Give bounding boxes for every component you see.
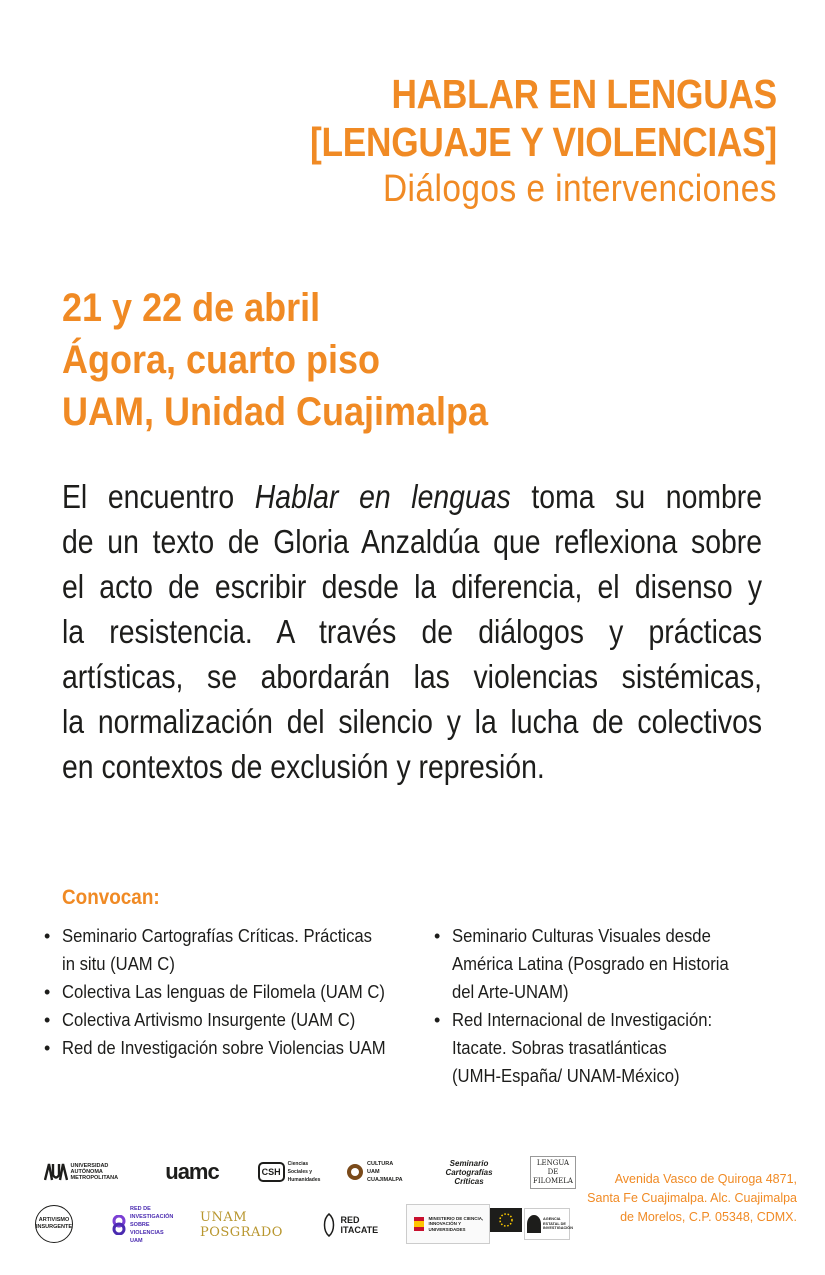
event-venue: Ágora, cuarto piso xyxy=(62,338,381,382)
red-violencias-logo: RED DE INVESTIGACIÓN SOBRE VIOLENCIAS UAM xyxy=(108,1210,178,1240)
cultura-uam-logo: CULTURA UAM CUAJIMALPA xyxy=(342,1158,408,1186)
address xyxy=(587,1170,797,1227)
csh-logo: CSH Ciencias Sociales y Humanidades xyxy=(258,1158,320,1186)
unam-posgrado-logo: UNAM POSGRADO xyxy=(200,1210,283,1240)
list-item: • Seminario Cartografías Críticas. Prácticas in situ (UAM C) xyxy=(44,922,434,978)
lengua-filomela-logo: LENGUA DE FILOMELA xyxy=(530,1150,576,1194)
description-line-4: la resistencia. A través de diálogos y prácticas xyxy=(62,613,763,650)
description-line-5: artísticas, se abordarán las violencias sistémicas, xyxy=(62,658,763,695)
list-item: • Red Internacional de Investigación: Itacate. Sobras trasatlánticas (UMH-España/ UNAM-México) xyxy=(434,1006,774,1090)
list-item: • Seminario Culturas Visuales desde América Latina (Posgrado en Historia del Arte-UNAM) xyxy=(434,922,774,1006)
organizers-right xyxy=(434,922,774,1090)
event-date: 21 y 22 de abril xyxy=(62,286,321,330)
agencia-estatal-logo: AGENCIA ESTATAL DE INVESTIGACIÓN xyxy=(524,1208,570,1240)
cartografias-logo: Seminario Cartografías Críticas xyxy=(445,1158,493,1186)
ministerio-logo: MINISTERIO DE CIENCIA, INNOVACIÓN Y UNIVERSIDADES xyxy=(406,1204,490,1244)
title-line-1: HABLAR EN LENGUAS xyxy=(391,71,777,117)
list-item: • Red de Investigación sobre Violencias UAM xyxy=(44,1034,434,1062)
subtitle: Diálogos e intervenciones xyxy=(383,168,777,210)
description-line-1: El encuentro Hablar en lenguas toma su nombre xyxy=(62,478,763,515)
organizers-left xyxy=(44,922,434,1062)
description xyxy=(62,474,762,789)
book-title: Hablar en lenguas xyxy=(254,478,511,515)
uamc-logo: uamc xyxy=(165,1159,219,1184)
artivismo-logo: ARTIVISMO INSURGENTE xyxy=(34,1204,74,1244)
event-details xyxy=(62,282,535,438)
title-line-2: [LENGUAJE Y VIOLENCIAS] xyxy=(310,119,777,165)
event-header xyxy=(234,70,777,212)
address-line-3: de Morelos, C.P. 05348, CDMX. xyxy=(620,1210,797,1224)
convocan-title: Convocan: xyxy=(62,886,160,909)
uam-logo: UNIVERSIDAD AUTÓNOMA METROPOLITANA xyxy=(40,1158,120,1186)
list-item: • Colectiva Artivismo Insurgente (UAM C) xyxy=(44,1006,434,1034)
eu-flag-icon xyxy=(490,1208,522,1232)
description-line-2: de un texto de Gloria Anzaldúa que reflexiona sobre xyxy=(62,523,763,560)
description-line-6: la normalización del silencio y la lucha de colectivos xyxy=(62,703,763,740)
address-line-2: Santa Fe Cuajimalpa. Alc. Cuajimalpa xyxy=(587,1191,797,1205)
event-campus: UAM, Unidad Cuajimalpa xyxy=(62,390,489,434)
description-line-7: en contextos de exclusión y represión. xyxy=(62,748,545,785)
red-itacate-logo: RED ITACATE xyxy=(316,1206,378,1244)
description-line-3: el acto de escribir desde la diferencia, el disenso y xyxy=(62,568,763,605)
list-item: • Colectiva Las lenguas de Filomela (UAM C) xyxy=(44,978,434,1006)
address-line-1: Avenida Vasco de Quiroga 4871, xyxy=(614,1172,797,1186)
